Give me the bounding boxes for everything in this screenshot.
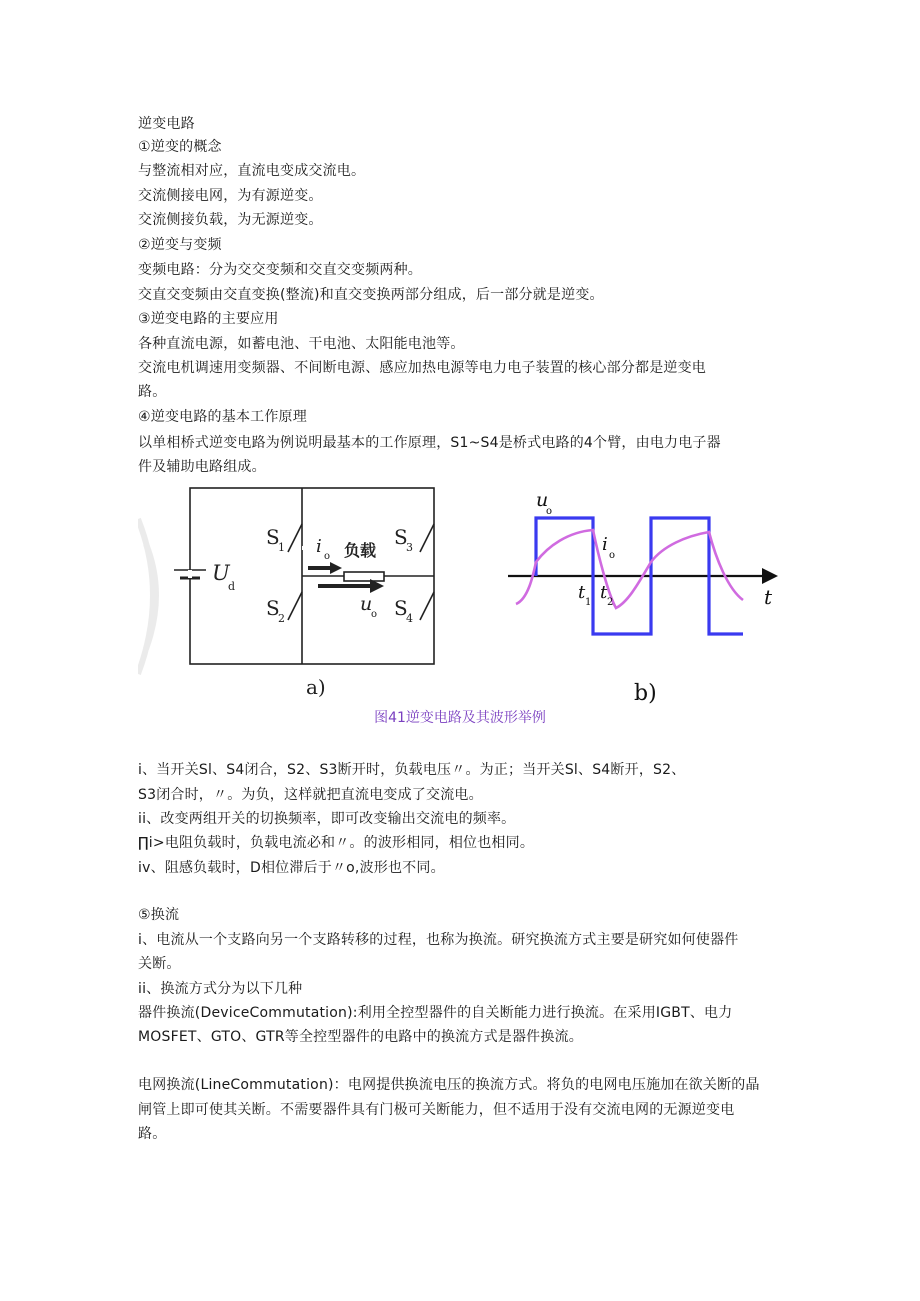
switch-label-s1: S xyxy=(266,525,280,549)
text-line: 各种直流电源，如蓄电池、干电池、太阳能电池等。 xyxy=(138,336,465,352)
source-sub: d xyxy=(228,580,236,593)
text-line: 闸管上即可使其关断。不需要器件具有门极可关断能力，但不适用于没有交流电网的无源逆变电 xyxy=(138,1102,735,1118)
text-line: 交流侧接电网，为有源逆变。 xyxy=(138,188,323,204)
figure-svg xyxy=(138,484,788,706)
text-line: 交流侧接负载，为无源逆变。 xyxy=(138,212,323,228)
t1-label: t xyxy=(578,582,586,603)
text-line: ii、换流方式分为以下几种 xyxy=(138,981,303,997)
t2-label: t xyxy=(600,582,608,603)
figure xyxy=(138,484,788,706)
t1-sub: 1 xyxy=(585,597,592,608)
text-line: S3闭合时，〃。为负，这样就把直流电变成了交流电。 xyxy=(138,787,483,803)
u-label: u xyxy=(536,489,549,511)
section-heading-4: ④逆变电路的基本工作原理 xyxy=(138,409,307,425)
text-line: i、当开关Sl、S4闭合，S2、S3断开时，负载电压〃。为正；当开关Sl、S4断开，S2、 xyxy=(138,762,686,778)
text-line: ii、改变两组开关的切换频率，即可改变输出交流电的频率。 xyxy=(138,811,516,827)
load-label: 负载 xyxy=(344,541,377,560)
u-sub: o xyxy=(546,506,553,517)
switch-sub-2: 2 xyxy=(278,612,285,625)
switch-sub-3: 3 xyxy=(406,541,413,554)
voltage-sub: o xyxy=(371,609,378,620)
t2-sub: 2 xyxy=(607,597,614,608)
i-sub: o xyxy=(609,550,616,561)
doc-title: 逆变电路 xyxy=(138,116,195,132)
switch-sub-4: 4 xyxy=(406,612,413,625)
section-heading-5: ⑤换流 xyxy=(138,907,180,923)
current-sub: o xyxy=(324,551,331,562)
text-line: 电网换流(LineCommutation)：电网提供换流电压的换流方式。将负的电网电压施加在欲关断的晶 xyxy=(138,1077,760,1093)
text-line: ∏i>电阻负载时，负载电流必和〃。的波形相同，相位也相同。 xyxy=(138,835,535,851)
switch-label-s3: S xyxy=(394,525,408,549)
time-axis-arrow xyxy=(762,568,778,584)
panel-b-label: b) xyxy=(634,681,657,706)
text-line: 以单相桥式逆变电路为例说明最基本的工作原理，S1~S4是桥式电路的4个臂，由电力电子器 xyxy=(138,435,721,451)
text-line: 关断。 xyxy=(138,956,181,972)
t-axis-label: t xyxy=(764,585,773,609)
text-line: 与整流相对应，直流电变成交流电。 xyxy=(138,163,366,179)
text-line: MOSFET、GTO、GTR等全控型器件的电路中的换流方式是器件换流。 xyxy=(138,1029,583,1045)
watermark xyxy=(138,519,156,674)
text-line: i、电流从一个支路向另一个支路转移的过程，也称为换流。研究换流方式主要是研究如何使器件 xyxy=(138,932,739,948)
voltage-label: u xyxy=(360,593,373,615)
text-line: 路。 xyxy=(138,1126,167,1142)
section-heading-1: ①逆变的概念 xyxy=(138,139,222,155)
switch-sub-1: 1 xyxy=(278,541,285,554)
switch-label-s4: S xyxy=(394,596,408,620)
current-label: i xyxy=(316,536,322,557)
text-line: 交直交变频由交直变换(整流)和直交变换两部分组成，后一部分就是逆变。 xyxy=(138,287,604,303)
section-heading-3: ③逆变电路的主要应用 xyxy=(138,311,279,327)
panel-a-label: a) xyxy=(306,675,326,699)
section-heading-2: ②逆变与变频 xyxy=(138,237,222,253)
switch-label-s2: S xyxy=(266,596,280,620)
text-line: 件及辅助电路组成。 xyxy=(138,459,266,475)
i-label: i xyxy=(602,534,608,555)
text-line: 变频电路：分为交交变频和交直交变频两种。 xyxy=(138,262,422,278)
text-line: 路。 xyxy=(138,384,167,400)
waveform-plot xyxy=(508,489,778,706)
text-line: 交流电机调速用变频器、不间断电源、感应加热电源等电力电子装置的核心部分都是逆变电 xyxy=(138,360,706,376)
text-line: iv、阻感负载时，D相位滞后于〃o,波形也不同。 xyxy=(138,860,445,876)
figure-caption: 图41逆变电路及其波形举例 xyxy=(374,710,546,726)
text-line: 器件换流(DeviceCommutation):利用全控型器件的自关断能力进行换流。在采用IGBT、电力 xyxy=(138,1005,733,1021)
source-label: U xyxy=(212,561,230,585)
